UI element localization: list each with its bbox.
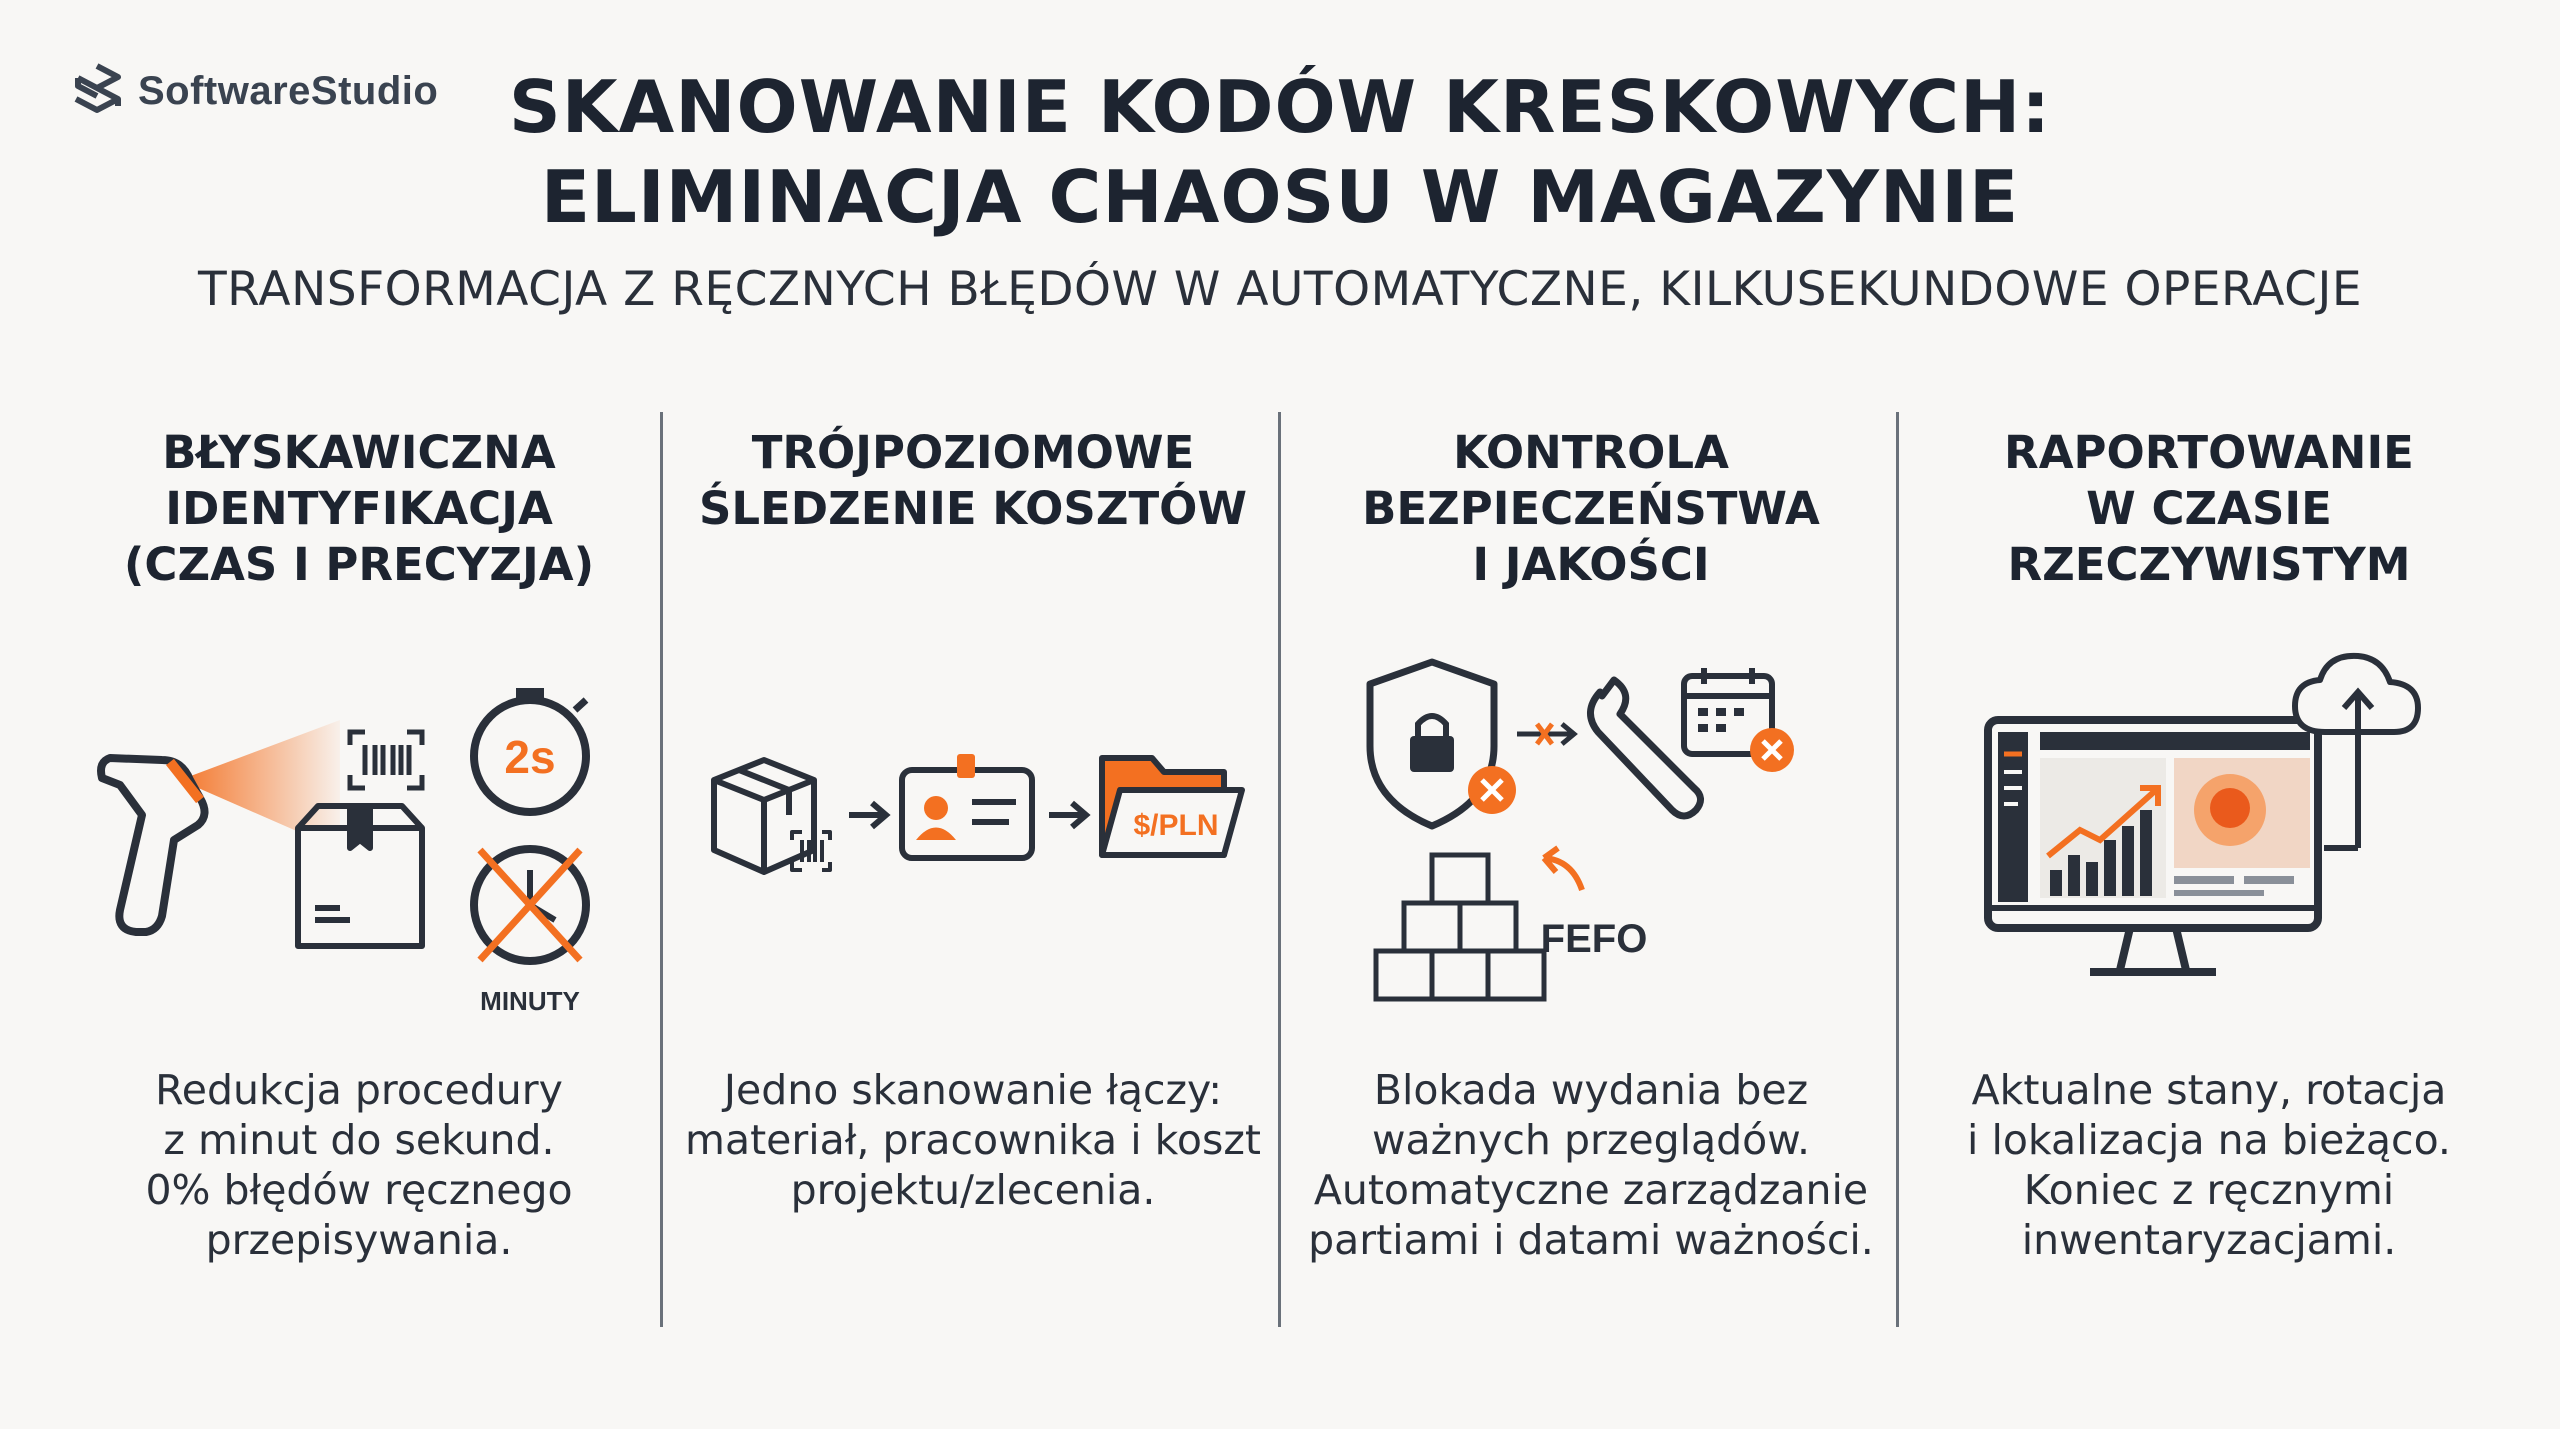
desc-line: partiami i datami ważności. xyxy=(1308,1216,1874,1264)
barcode-scanner-icon xyxy=(101,758,205,932)
column-title-line: BEZPIECZEŃSTWA xyxy=(1362,482,1820,535)
feature-column-identification xyxy=(50,415,668,1330)
rotation-arrow xyxy=(1544,848,1582,890)
column-description xyxy=(664,1065,1282,1215)
title-line-2: ELIMINACJA CHAOSU W MAGAZYNIE xyxy=(540,155,2020,239)
crossed-clock-icon xyxy=(474,849,586,1016)
desc-line: ważnych przeglądów. xyxy=(1371,1116,1811,1164)
column-title-line: TRÓJPOZIOMOWE xyxy=(751,426,1195,479)
feature-column-safety-quality xyxy=(1282,415,1900,1330)
arrow-icon xyxy=(849,803,886,827)
title-line-1: SKANOWANIE KODÓW KRESKOWYCH: xyxy=(508,65,2052,149)
cost-tracking-illustration xyxy=(664,650,1282,1030)
desc-line: Redukcja procedury xyxy=(155,1066,563,1114)
brand-name: SoftwareStudio xyxy=(138,68,439,113)
column-title xyxy=(50,425,668,593)
desc-line: 0% błędów ręcznego xyxy=(145,1166,573,1214)
column-title-line: BŁYSKAWICZNA xyxy=(162,426,556,479)
page-title xyxy=(0,62,2560,242)
desc-line: Blokada wydania bez xyxy=(1373,1066,1809,1114)
desc-line: i lokalizacja na bieżąco. xyxy=(1967,1116,2451,1164)
monitor-dashboard-icon xyxy=(1988,720,2318,972)
column-title-line: RZECZYWISTYM xyxy=(2007,538,2411,591)
column-title-line: RAPORTOWANIE xyxy=(2004,426,2414,479)
desc-line: projektu/zlecenia. xyxy=(790,1166,1156,1214)
column-title-line: W CZASIE xyxy=(2086,482,2332,535)
calendar-icon xyxy=(1684,668,1794,772)
desc-line: z minut do sekund. xyxy=(163,1116,555,1164)
barcode-icon xyxy=(350,732,422,788)
column-title-line: KONTROLA xyxy=(1453,426,1729,479)
crossed-label: MINUTY xyxy=(480,986,580,1016)
cost-folder-icon xyxy=(1102,758,1242,855)
box-stack-icon xyxy=(1376,855,1544,999)
box-icon xyxy=(298,806,422,946)
timer-value: 2s xyxy=(504,731,556,783)
box-barcode-icon xyxy=(714,760,830,872)
desc-line: inwentaryzacjami. xyxy=(2021,1216,2397,1264)
fefo-label: FEFO xyxy=(1540,917,1648,961)
arrow-icon xyxy=(1517,724,1574,744)
column-title xyxy=(1900,425,2518,593)
desc-line: Koniec z ręcznymi xyxy=(2023,1166,2395,1214)
column-title-line: IDENTYFIKACJA xyxy=(165,482,553,535)
desc-line: Aktualne stany, rotacja xyxy=(1971,1066,2447,1114)
desc-line: Automatyczne zarządzanie xyxy=(1313,1166,1869,1214)
arrow-icon xyxy=(1049,803,1086,827)
column-title xyxy=(1282,425,1900,593)
desc-line: Jedno skanowanie łączy: xyxy=(723,1066,1223,1114)
desc-line: przepisywania. xyxy=(205,1216,513,1264)
column-title xyxy=(664,425,1282,537)
currency-label: $/PLN xyxy=(1133,809,1219,842)
stopwatch-icon xyxy=(474,688,586,812)
safety-quality-illustration xyxy=(1282,650,1900,1030)
feature-column-reporting xyxy=(1900,415,2518,1330)
feature-column-cost-tracking xyxy=(664,415,1282,1330)
column-description xyxy=(50,1065,668,1265)
column-title-line: (CZAS I PRECYZJA) xyxy=(123,538,595,591)
id-badge-icon xyxy=(902,754,1032,858)
column-title-line: I JAKOŚCI xyxy=(1472,538,1710,591)
column-description xyxy=(1282,1065,1900,1265)
column-title-line: ŚLEDZENIE KOSZTÓW xyxy=(698,482,1248,535)
desc-line: materiał, pracownika i koszt xyxy=(685,1116,1261,1164)
column-description xyxy=(1900,1065,2518,1265)
reporting-illustration xyxy=(1900,650,2518,1030)
page-subtitle: TRANSFORMACJA Z RĘCZNYCH BŁĘDÓW W AUTOMATYCZNE, KILKUSEKUNDOWE OPERACJE xyxy=(197,262,2363,317)
identification-illustration xyxy=(50,650,668,1030)
shield-lock-icon xyxy=(1370,662,1516,826)
